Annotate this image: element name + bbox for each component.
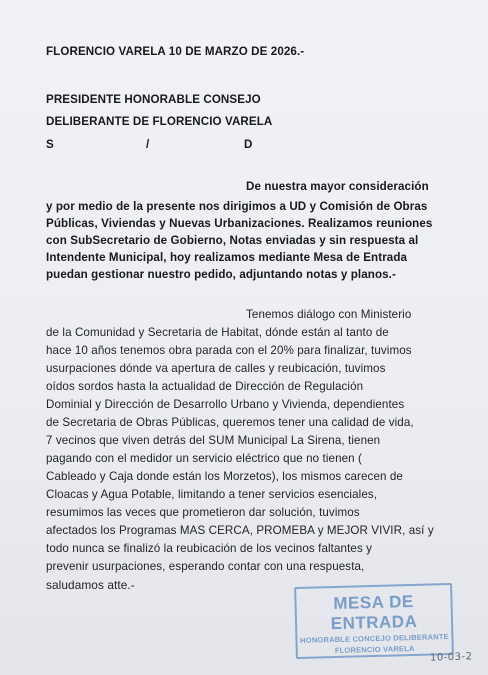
stamp-subtitle-1: HONORABLE CONCEJO DELIBERANTE [299,632,449,645]
recipient-line-1: PRESIDENTE HONORABLE CONSEJO [46,93,261,106]
paragraph2-line: 7 vecinos que viven detrás del SUM Municipal La Sirena, tienen [46,434,381,447]
paragraph2-line: de Secretaria de Obras Públicas, queremos tener una calidad de vida, [46,416,414,429]
closing-salutation: saludamos atte.- [46,578,135,592]
date-line: FLORENCIO VARELA 10 DE MARZO DE 2026.- [46,45,305,58]
stamp-subtitle-2: FLORENCIO VARELA [334,643,415,656]
paragraph2-line: prevenir usurpaciones, esperando contar con una respuesta, [46,560,365,573]
paragraph1-line: Intendente Municipal, hoy realizamos mediante Mesa de Entrada [46,251,408,264]
paragraph2-line: de la Comunidad y Secretaria de Habitat, dónde están al tanto de [46,326,389,339]
paragraph2-line: resumimos las veces que prometieron dar solución, tuvimos [46,506,360,519]
recipient-s: S [46,138,54,151]
recipient-d: D [244,138,253,151]
paragraph1-line: Públicas, Viviendas y Nuevas Urbanizaciones. Realizamos reuniones [46,217,433,230]
paragraph2-line: Tenemos diálogo con Ministerio [246,308,412,321]
paragraph2-line: Dominial y Dirección de Desarrollo Urbano y Vivienda, dependientes [46,398,405,411]
paragraph1-line: y por medio de la presente nos dirigimos a UD y Comisión de Obras [46,200,428,213]
paragraph1-line: con SubSecretario de Gobierno, Notas enviadas y sin respuesta al [46,234,419,247]
recipient-line-2: DELIBERANTE DE FLORENCIO VARELA [46,115,273,128]
paragraph2-line: todo nunca se finalizó la reubicación de los vecinos faltantes y [46,542,373,555]
paragraph2-line: usurpaciones dónde va apertura de calles y reubicación, tuvimos [46,362,386,375]
paragraph1-line: puedan gestionar nuestro pedido, adjuntando notas y planos.- [46,268,396,281]
recipient-slash: / [146,138,150,151]
mesa-de-entrada-stamp [294,583,454,659]
handwritten-date: 10-03-2 [429,651,473,664]
paragraph2-line: pagando con el medidor un servicio eléctrico que no tienen ( [46,452,363,465]
paragraph2-line: oídos sordos hasta la actualidad de Dirección de Regulación [46,380,364,393]
paragraph2-line: afectados los Programas MAS CERCA, PROMEBA y MEJOR VIVIR, así y [46,524,434,537]
paragraph2-line: Cableado y Caja donde están los Morzetos), los mismos carecen de [46,470,403,483]
paragraph2-line: hace 10 años tenemos obra parada con el 20% para finalizar, tuvimos [46,344,412,357]
stamp-title: MESA DE ENTRADA [330,591,418,634]
paragraph2-line: Cloacas y Agua Potable, limitando a tener servicios esenciales, [46,488,378,501]
paragraph1-line: De nuestra mayor consideración [246,180,429,193]
